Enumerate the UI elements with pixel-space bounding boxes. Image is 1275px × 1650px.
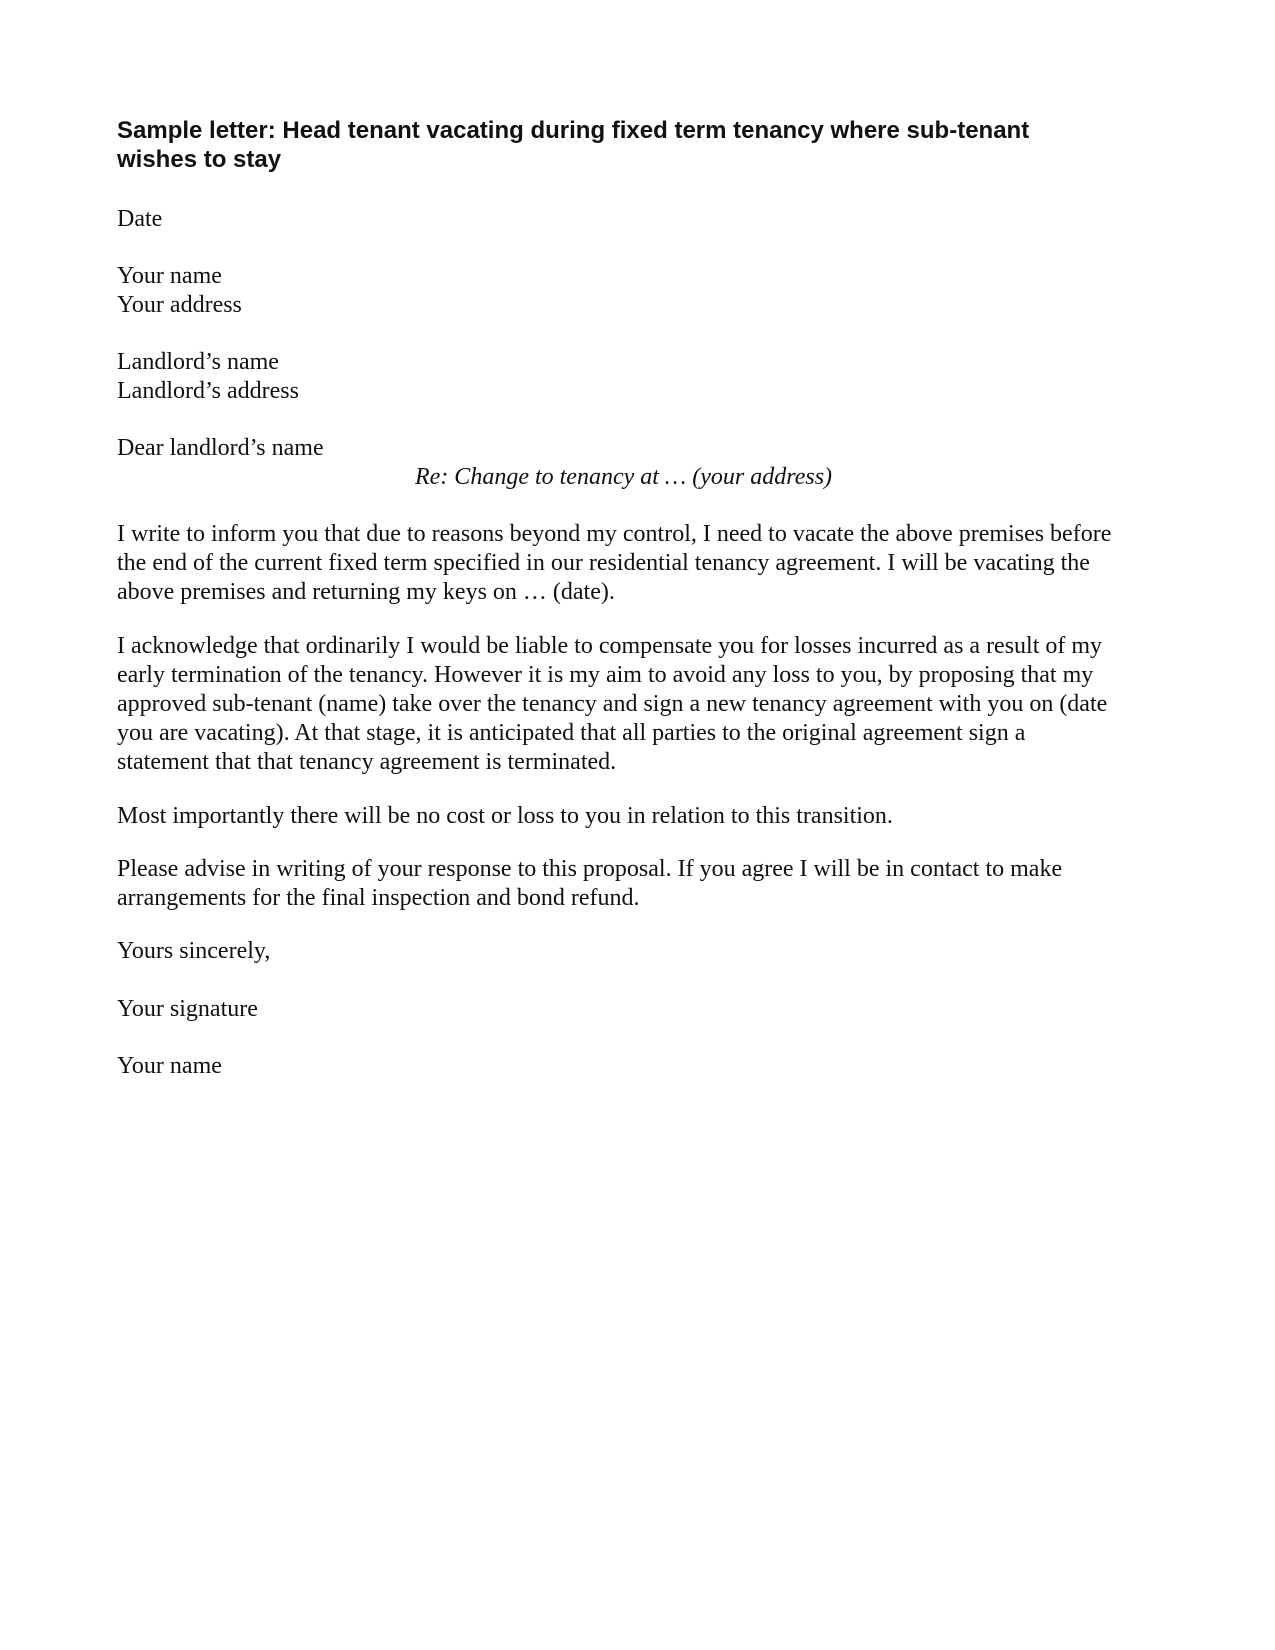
date-line: Date [117,206,163,232]
heading-line-1: Sample letter: Head tenant vacating during fixed term tenancy where sub-tenant [117,117,1030,144]
letter-heading [117,116,1117,174]
heading-line-2: wishes to stay [117,146,282,173]
paragraph-line: statement that that tenancy agreement is terminated. [117,749,617,775]
paragraph-line: early termination of the tenancy. However it is my aim to avoid any loss to you, by proposing that my [117,662,1094,688]
paragraph-line: approved sub-tenant (name) take over the tenancy and sign a new tenancy agreement with you on (date [117,691,1108,717]
salutation: Dear landlord’s name [117,435,324,461]
subject-line: Re: Change to tenancy at … (your address) [415,464,833,490]
paragraph-line: Please advise in writing of your response to this proposal. If you agree I will be in contact to make [117,856,1063,882]
closing: Yours sincerely, [117,938,271,964]
sender-block [117,262,1167,320]
paragraph-line: Most importantly there will be no cost or loss to you in relation to this transition. [117,803,893,829]
recipient-address: Landlord’s address [117,378,299,404]
paragraph-line: I acknowledge that ordinarily I would be liable to compensate you for losses incurred as a result of my [117,633,1103,659]
sender-name: Your name [117,263,222,289]
paragraph-line: above premises and returning my keys on … (date). [117,579,615,605]
paragraph-line: you are vacating). At that stage, it is anticipated that all parties to the original agreement sign a [117,720,1026,746]
paragraph-4 [117,855,1167,913]
paragraph-2 [117,632,1167,777]
paragraph-3 [117,802,1167,831]
signature-placeholder: Your signature [117,996,258,1022]
paragraph-line: arrangements for the final inspection and bond refund. [117,885,640,911]
sender-address: Your address [117,292,242,318]
recipient-name: Landlord’s name [117,349,279,375]
paragraph-line: I write to inform you that due to reasons beyond my control, I need to vacate the above premises before [117,521,1112,547]
recipient-block [117,348,1167,406]
paragraph-line: the end of the current fixed term specified in our residential tenancy agreement. I will be vacating the [117,550,1090,576]
closing-name: Your name [117,1053,222,1079]
paragraph-1 [117,520,1167,607]
